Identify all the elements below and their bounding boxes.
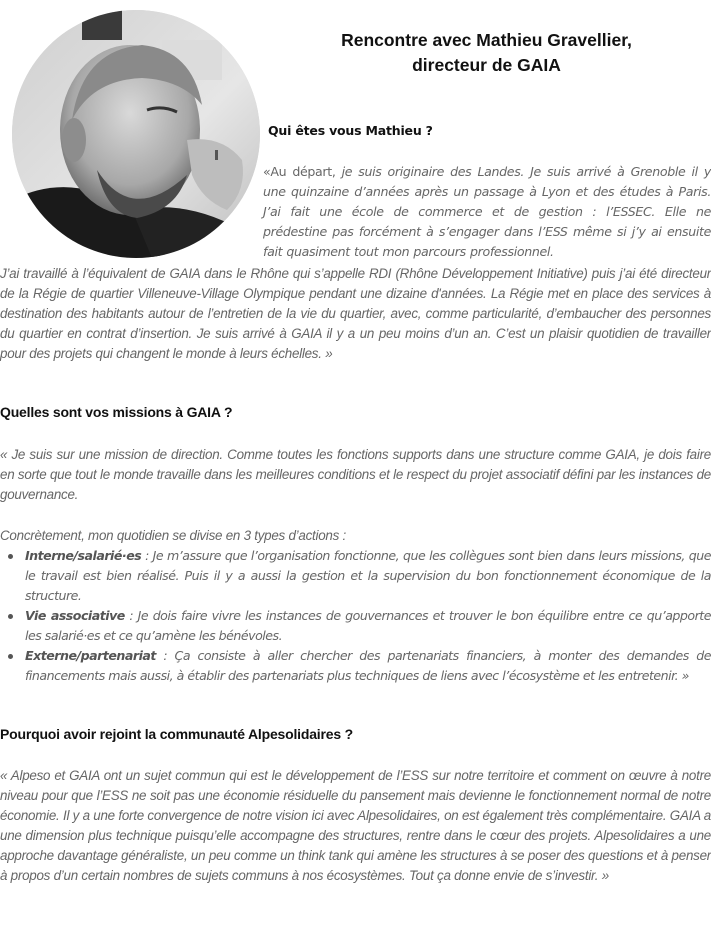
bullet-icon <box>8 554 13 559</box>
page-title <box>262 28 711 78</box>
list-item-text: : Je m’assure que l’organisation fonctionne, que les collègues sont bien dans leurs missions, que le travail est bien réalisé. Puis il y a aussi la gestion et la supervision du bon fonctionnement économique de la structure. <box>25 548 711 603</box>
question-missions: Quelles sont vos missions à GAIA ? <box>0 404 233 420</box>
list-item-label: Externe/partenariat <box>25 648 156 663</box>
portrait-photo <box>12 10 260 258</box>
list-item-label: Vie associative <box>25 608 125 623</box>
actions-list <box>0 546 711 686</box>
list-item-label: Interne/salarié·es <box>25 548 142 563</box>
actions-intro: Concrètement, mon quotidien se divise en 3 types d’actions : <box>0 528 347 543</box>
intro-continuation-paragraph: J’ai travaillé à l’équivalent de GAIA dans le Rhône qui s’appelle RDI (Rhône Développement Initiative) puis j’ai été directeur de la Régie de quartier Villeneuve-Village Olympique pendant une dizaine d'années. La Régie met en place des services à destination des habitants autour de l’entretien de la vie du quartier, avec, comme particularité, d’embaucher des personnes du quartier en contrat d’insertion. Je suis arrivé à GAIA il y a un peu moins d’un an. C’est un plaisir quotidien de travailler pour des projets qui changent le monde à leurs échelles. » <box>0 266 711 361</box>
list-item-associative <box>0 606 711 646</box>
intro-opening: «Au départ, <box>263 164 342 179</box>
title-line-1: Rencontre avec Mathieu Gravellier, <box>341 30 632 50</box>
question-who-are-you: Qui êtes vous Mathieu ? <box>268 123 433 138</box>
question-alpesolidaires: Pourquoi avoir rejoint la communauté Alpesolidaires ? <box>0 726 353 742</box>
intro-body: je suis originaire des Landes. Je suis arrivé à Grenoble il y une quinzaine d’années après un passage à Lyon et des études à Paris. J’ai fait une école de commerce et de gestion : l’ESSEC. Elle ne prédestine pas forcément à s’engager dans l’ESS même si j’y ai ensuite fait quasiment tout mon parcours professionnel. <box>263 164 711 259</box>
list-item-text: : Je dois faire vivre les instances de gouvernances et trouver le bon équilibre entre ce qu’apporte les salarié·es et ce qu’amène les bénévoles. <box>25 608 711 643</box>
list-item-external <box>0 646 711 686</box>
title-line-2: directeur de GAIA <box>412 55 561 75</box>
missions-paragraph: « Je suis sur une mission de direction. Comme toutes les fonctions supports dans une structure comme GAIA, je dois faire en sorte que tout le monde travaille dans les meilleures conditions et le respect du projet associatif défini par les instances de gouvernance. <box>0 447 711 502</box>
bullet-icon <box>8 614 13 619</box>
portrait-image <box>12 10 260 258</box>
alpesolidaires-paragraph: « Alpeso et GAIA ont un sujet commun qui est le développement de l’ESS sur notre territoire et comment on œuvre à notre niveau pour que l’ESS ne soit pas une économie résiduelle du pansement mais devienne le fonctionnement normal de notre économie. Il y a une forte convergence de notre vision ici avec Alpesolidaires, on est également très complémentaire. GAIA a une dimension plus technique puisqu’elle accompagne des structures, rentre dans le cœur des projets. Alpesolidaires a une approche davantage généraliste, un peu comme un think tank qui amène les structures à se poser des questions et à penser à propos d’un certain nombres de sujets communs à nos écosystèmes. Tout ça donne envie de s’investir. » <box>0 768 711 883</box>
intro-paragraph <box>263 162 711 262</box>
list-item-text: : Ça consiste à aller chercher des partenariats financiers, à monter des demandes de financements mais aussi, à établir des partenariats plus techniques de liens avec l’écosystème et les entretenir. » <box>25 648 711 683</box>
bullet-icon <box>8 654 13 659</box>
list-item-internal <box>0 546 711 606</box>
